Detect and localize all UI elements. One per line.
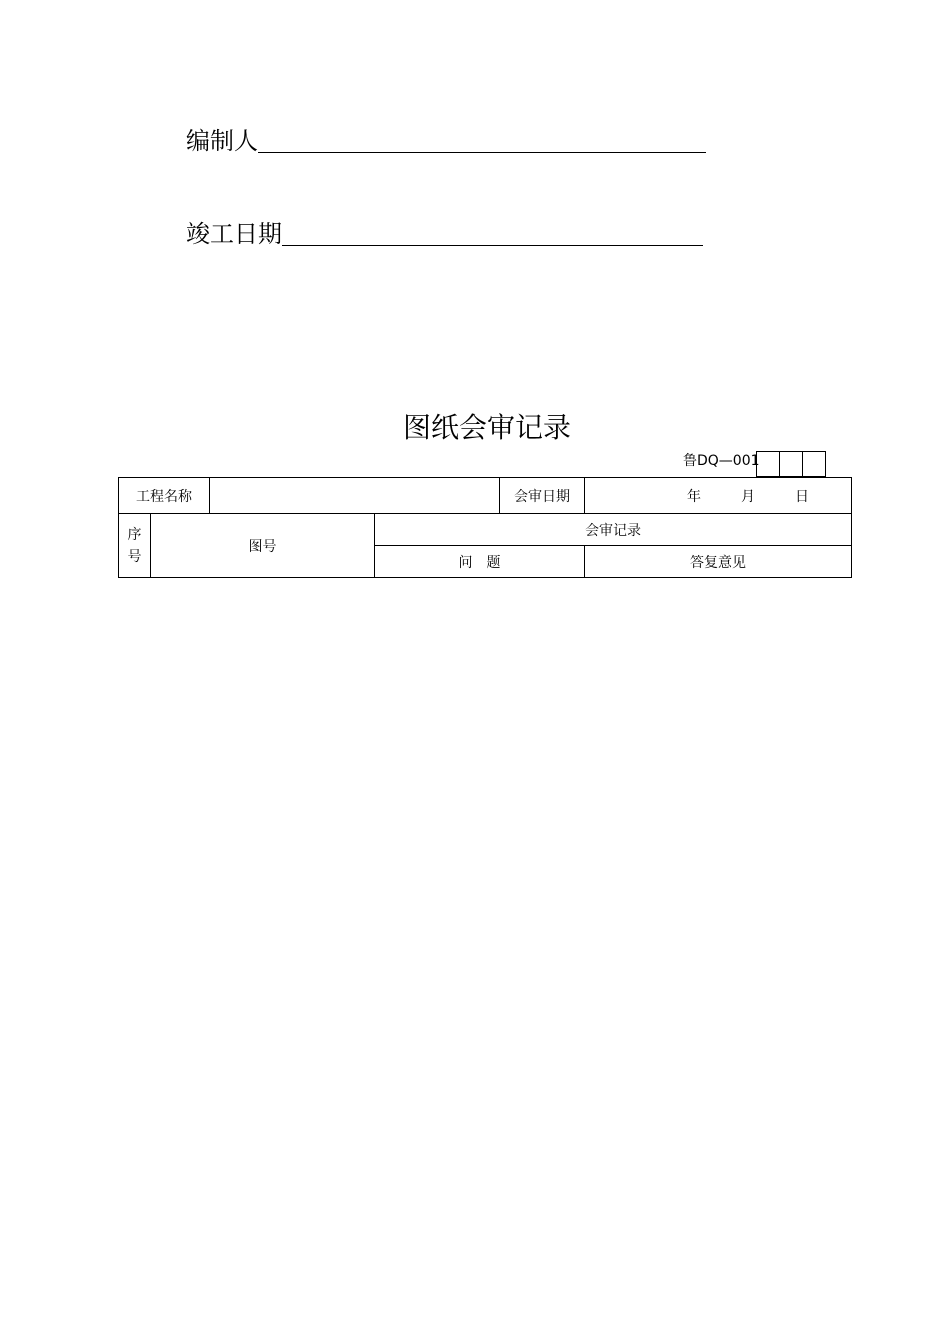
- review-table: [118, 477, 852, 578]
- project-name-label: 工程名称: [119, 478, 210, 514]
- code-box[interactable]: [756, 451, 780, 477]
- reply-header: 答复意见: [585, 546, 852, 578]
- review-date-label: 会审日期: [500, 478, 585, 514]
- seq-header: [119, 514, 151, 578]
- completion-date-field: [186, 220, 703, 248]
- form-title: 图纸会审记录: [402, 411, 571, 444]
- seq-label-line2: 号: [127, 548, 142, 565]
- drawing-no-header: 图号: [151, 514, 375, 578]
- completion-date-label: 竣工日期: [186, 220, 282, 248]
- code-box[interactable]: [802, 451, 826, 477]
- project-row: [119, 478, 852, 514]
- compiler-input-line[interactable]: [258, 128, 706, 153]
- project-name-value[interactable]: [210, 478, 500, 514]
- date-year-label: 年: [687, 488, 701, 505]
- completion-date-input-line[interactable]: [282, 221, 703, 246]
- form-code: 鲁DQ—001: [683, 453, 760, 469]
- compiler-label: 编制人: [186, 127, 258, 155]
- review-record-header: 会审记录: [375, 514, 852, 546]
- compiler-field: [186, 127, 706, 155]
- date-month-label: 月: [741, 488, 755, 505]
- review-date-value[interactable]: [585, 478, 852, 514]
- form-code-boxes: [756, 451, 826, 477]
- date-day-label: 日: [795, 488, 809, 505]
- header-row-1: [119, 514, 852, 546]
- question-header: 问 题: [375, 546, 585, 578]
- seq-label-line1: 序: [127, 526, 142, 543]
- code-box[interactable]: [779, 451, 803, 477]
